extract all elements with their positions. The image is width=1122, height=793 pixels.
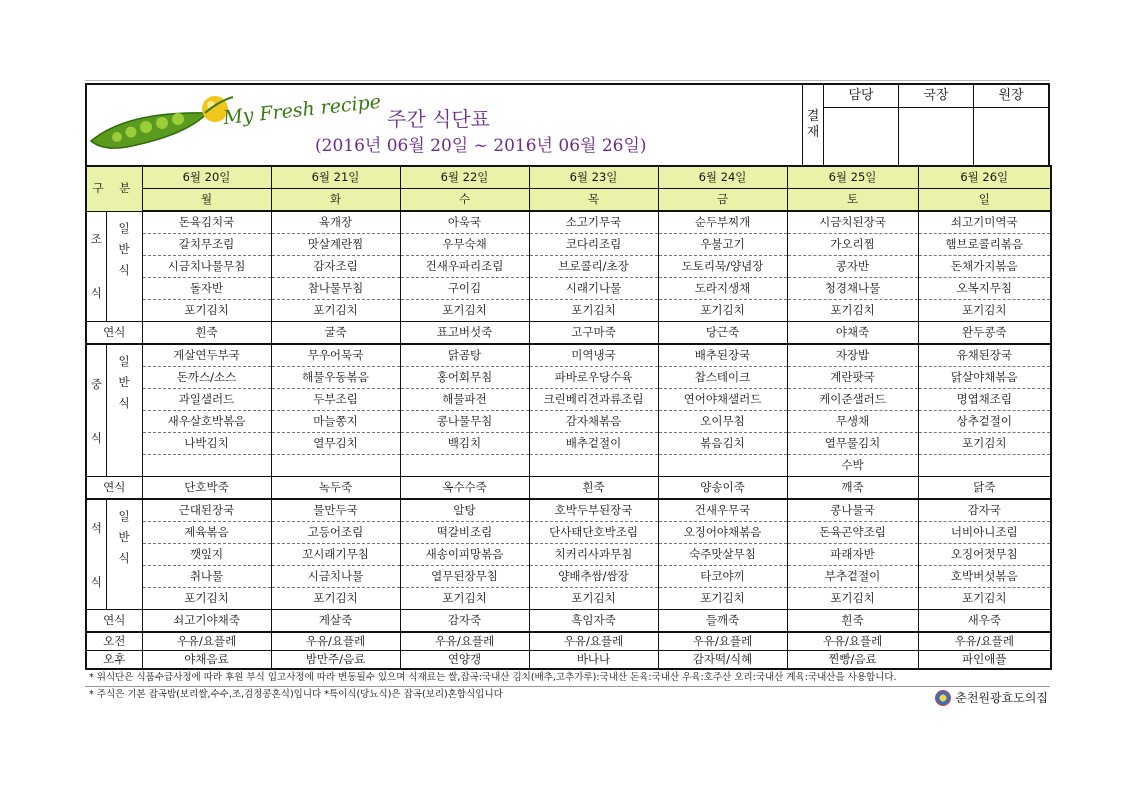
soft-diet-item: 양송이죽 bbox=[658, 477, 787, 500]
soft-diet-label: 연식 bbox=[86, 610, 142, 633]
day-date: 6월 20일 bbox=[142, 166, 271, 189]
menu-item: 열무된장무침 bbox=[400, 566, 529, 588]
approval-manager: 담당 bbox=[824, 85, 899, 165]
soft-diet-item: 당근죽 bbox=[658, 322, 787, 345]
menu-item: 부추겉절이 bbox=[787, 566, 918, 588]
menu-item: 포기김치 bbox=[529, 588, 658, 610]
menu-item: 포기김치 bbox=[271, 588, 400, 610]
day-date: 6월 23일 bbox=[529, 166, 658, 189]
menu-item: 단사태단호박조림 bbox=[529, 522, 658, 544]
menu-item bbox=[142, 455, 271, 477]
sheet-header bbox=[85, 83, 1050, 165]
menu-item: 오복지무침 bbox=[918, 278, 1051, 300]
soft-diet-item: 녹두죽 bbox=[271, 477, 400, 500]
menu-row bbox=[86, 433, 1051, 455]
menu-item: 볶음김치 bbox=[658, 433, 787, 455]
menu-item: 크린베리견과류조림 bbox=[529, 389, 658, 411]
lunch-general-label: 일 반 식 bbox=[106, 344, 142, 477]
menu-item: 홍어회무침 bbox=[400, 367, 529, 389]
menu-item: 명엽채조림 bbox=[918, 389, 1051, 411]
menu-item: 브로콜리/초장 bbox=[529, 256, 658, 278]
soft-diet-item: 흰죽 bbox=[787, 610, 918, 633]
menu-item: 무우어묵국 bbox=[271, 344, 400, 367]
menu-item bbox=[918, 455, 1051, 477]
soft-diet-item: 새우죽 bbox=[918, 610, 1051, 633]
menu-item: 타코야끼 bbox=[658, 566, 787, 588]
organization-logo-icon bbox=[935, 690, 951, 706]
menu-item: 오징어야채볶음 bbox=[658, 522, 787, 544]
soft-diet-label: 연식 bbox=[86, 477, 142, 500]
footer-note-2: * 주식은 기본 잡곡밥(보리쌀,수수,조,검정콩혼식)입니다 *특이식(당뇨식)은 잡곡(보리)혼합식입니다 bbox=[89, 689, 503, 700]
signature-cell[interactable] bbox=[899, 108, 973, 165]
snack_am-row bbox=[86, 632, 1051, 651]
soft-diet-item: 닭죽 bbox=[918, 477, 1051, 500]
menu-item: 콩나물국 bbox=[787, 499, 918, 522]
menu-sheet bbox=[85, 83, 1050, 711]
snack_am-label: 오전 bbox=[86, 632, 142, 651]
day-date: 6월 25일 bbox=[787, 166, 918, 189]
menu-item: 포기김치 bbox=[142, 588, 271, 610]
soft-diet-item: 감자죽 bbox=[400, 610, 529, 633]
dinner-label: 석 식 bbox=[86, 499, 106, 610]
snack-item: 파인애플 bbox=[918, 651, 1051, 670]
menu-item: 포기김치 bbox=[529, 300, 658, 322]
soft-diet-item: 흑임자죽 bbox=[529, 610, 658, 633]
menu-item: 돈채가지볶음 bbox=[918, 256, 1051, 278]
snack-item: 우유/요플레 bbox=[400, 632, 529, 651]
menu-item: 포기김치 bbox=[787, 588, 918, 610]
menu-item: 포기김치 bbox=[142, 300, 271, 322]
menu-item: 돈육곤약조림 bbox=[787, 522, 918, 544]
day-of-week: 수 bbox=[400, 189, 529, 212]
soft-diet-item: 쇠고기야채죽 bbox=[142, 610, 271, 633]
menu-item: 포기김치 bbox=[787, 300, 918, 322]
snack-item: 바나나 bbox=[529, 651, 658, 670]
menu-item: 코다리조림 bbox=[529, 234, 658, 256]
menu-item: 포기김치 bbox=[658, 588, 787, 610]
menu-item: 떡갈비조림 bbox=[400, 522, 529, 544]
menu-item: 포기김치 bbox=[271, 300, 400, 322]
menu-item: 물만두국 bbox=[271, 499, 400, 522]
menu-item: 숙주맛살무침 bbox=[658, 544, 787, 566]
page-title: 주간 식단표 bbox=[387, 107, 490, 131]
day-date: 6월 24일 bbox=[658, 166, 787, 189]
menu-item: 유채된장국 bbox=[918, 344, 1051, 367]
menu-item: 도토리묵/양념장 bbox=[658, 256, 787, 278]
soft-diet-item: 옥수수죽 bbox=[400, 477, 529, 500]
snack-item: 우유/요플레 bbox=[658, 632, 787, 651]
menu-item: 갈치무조림 bbox=[142, 234, 271, 256]
soft-diet-item: 표고버섯죽 bbox=[400, 322, 529, 345]
menu-item: 열무물김치 bbox=[787, 433, 918, 455]
menu-row bbox=[86, 278, 1051, 300]
menu-row bbox=[86, 367, 1051, 389]
menu-row bbox=[86, 522, 1051, 544]
menu-item: 치커리사과무침 bbox=[529, 544, 658, 566]
menu-item: 쇠고기미역국 bbox=[918, 211, 1051, 234]
brand-text: My Fresh recipe bbox=[222, 90, 382, 130]
day-of-week: 월 bbox=[142, 189, 271, 212]
breakfast-label: 조 식 bbox=[86, 211, 106, 322]
menu-item: 취나물 bbox=[142, 566, 271, 588]
day-of-week: 목 bbox=[529, 189, 658, 212]
menu-item: 시금치나물무침 bbox=[142, 256, 271, 278]
menu-item: 닭살야채볶음 bbox=[918, 367, 1051, 389]
soft-diet-item: 깨죽 bbox=[787, 477, 918, 500]
menu-item: 오이무침 bbox=[658, 411, 787, 433]
day-date: 6월 22일 bbox=[400, 166, 529, 189]
menu-item: 포기김치 bbox=[918, 433, 1051, 455]
approval-head: 원장 bbox=[974, 85, 1048, 165]
menu-item: 오징어젓무침 bbox=[918, 544, 1051, 566]
menu-item: 백김치 bbox=[400, 433, 529, 455]
menu-item: 햄브로콜리볶음 bbox=[918, 234, 1051, 256]
menu-row bbox=[86, 211, 1051, 234]
menu-item: 포기김치 bbox=[400, 300, 529, 322]
soft-diet-label: 연식 bbox=[86, 322, 142, 345]
signature-cell[interactable] bbox=[824, 108, 898, 165]
menu-item: 순두부찌개 bbox=[658, 211, 787, 234]
menu-item: 맛살계란찜 bbox=[271, 234, 400, 256]
approval-label: 결 재 bbox=[803, 85, 824, 165]
menu-item: 청경채나물 bbox=[787, 278, 918, 300]
menu-row bbox=[86, 234, 1051, 256]
snack-item: 감자떡/식혜 bbox=[658, 651, 787, 670]
menu-item: 우무숙채 bbox=[400, 234, 529, 256]
menu-item: 수박 bbox=[787, 455, 918, 477]
menu-item: 시금치된장국 bbox=[787, 211, 918, 234]
snack-item: 야채음료 bbox=[142, 651, 271, 670]
day-of-week: 일 bbox=[918, 189, 1051, 212]
menu-item: 콩나물무침 bbox=[400, 411, 529, 433]
menu-item: 감자국 bbox=[918, 499, 1051, 522]
menu-item: 돈육김치국 bbox=[142, 211, 271, 234]
menu-item: 마늘쫑지 bbox=[271, 411, 400, 433]
lunch-label: 중 식 bbox=[86, 344, 106, 477]
menu-item: 파래자반 bbox=[787, 544, 918, 566]
approval-director: 국장 bbox=[899, 85, 974, 165]
soft-diet-item: 흰죽 bbox=[529, 477, 658, 500]
menu-item: 참나물무침 bbox=[271, 278, 400, 300]
menu-item: 과일샐러드 bbox=[142, 389, 271, 411]
pea-pod-logo bbox=[87, 91, 237, 155]
snack-item: 우유/요플레 bbox=[529, 632, 658, 651]
menu-item: 무생채 bbox=[787, 411, 918, 433]
snack-item: 연양갱 bbox=[400, 651, 529, 670]
menu-row bbox=[86, 499, 1051, 522]
day-of-week: 금 bbox=[658, 189, 787, 212]
menu-item: 배추겉절이 bbox=[529, 433, 658, 455]
menu-item: 구이김 bbox=[400, 278, 529, 300]
organization-name: 춘천원광효도의집 bbox=[955, 691, 1048, 705]
menu-item: 가오리찜 bbox=[787, 234, 918, 256]
menu-item: 게살연두부국 bbox=[142, 344, 271, 367]
menu-item: 깻잎지 bbox=[142, 544, 271, 566]
snack-item: 우유/요플레 bbox=[787, 632, 918, 651]
menu-item: 도라지생채 bbox=[658, 278, 787, 300]
menu-item: 닭곰탕 bbox=[400, 344, 529, 367]
approval-box bbox=[802, 85, 1048, 165]
menu-item: 해물우동볶음 bbox=[271, 367, 400, 389]
menu-item: 돈까스/소스 bbox=[142, 367, 271, 389]
menu-row bbox=[86, 588, 1051, 610]
soft-diet-item: 완두콩죽 bbox=[918, 322, 1051, 345]
snack-item: 찐빵/음료 bbox=[787, 651, 918, 670]
organization bbox=[935, 689, 1048, 706]
snack_pm-label: 오후 bbox=[86, 651, 142, 670]
menu-item: 포기김치 bbox=[918, 300, 1051, 322]
menu-row bbox=[86, 344, 1051, 367]
menu-item: 알탕 bbox=[400, 499, 529, 522]
menu-item: 감자조림 bbox=[271, 256, 400, 278]
menu-item: 두부조림 bbox=[271, 389, 400, 411]
snack-item: 우유/요플레 bbox=[271, 632, 400, 651]
soft-diet-item: 게살죽 bbox=[271, 610, 400, 633]
menu-item: 우불고기 bbox=[658, 234, 787, 256]
day-date: 6월 26일 bbox=[918, 166, 1051, 189]
soft-diet-item: 들깨죽 bbox=[658, 610, 787, 633]
snack-item: 우유/요플레 bbox=[142, 632, 271, 651]
signature-cell[interactable] bbox=[974, 108, 1048, 165]
soft-diet-item: 야채죽 bbox=[787, 322, 918, 345]
day-of-week: 토 bbox=[787, 189, 918, 212]
snack_pm-row bbox=[86, 651, 1051, 670]
menu-item: 감자채볶음 bbox=[529, 411, 658, 433]
menu-item: 나박김치 bbox=[142, 433, 271, 455]
menu-row bbox=[86, 300, 1051, 322]
menu-item bbox=[529, 455, 658, 477]
gubun-label: 구 분 bbox=[86, 166, 142, 211]
snack-item: 밤만주/음료 bbox=[271, 651, 400, 670]
menu-row bbox=[86, 566, 1051, 588]
menu-item: 소고기무국 bbox=[529, 211, 658, 234]
menu-item: 연어야채샐러드 bbox=[658, 389, 787, 411]
soft-diet-item: 흰죽 bbox=[142, 322, 271, 345]
menu-item: 포기김치 bbox=[400, 588, 529, 610]
menu-item: 새송이피망볶음 bbox=[400, 544, 529, 566]
menu-item: 호박버섯볶음 bbox=[918, 566, 1051, 588]
menu-item: 고등어조림 bbox=[271, 522, 400, 544]
day-of-week: 화 bbox=[271, 189, 400, 212]
menu-item: 파바로우당수육 bbox=[529, 367, 658, 389]
menu-item: 자장밥 bbox=[787, 344, 918, 367]
menu-item: 시금치나물 bbox=[271, 566, 400, 588]
menu-item: 호박두부된장국 bbox=[529, 499, 658, 522]
menu-item: 새우살호박볶음 bbox=[142, 411, 271, 433]
menu-row bbox=[86, 256, 1051, 278]
menu-row bbox=[86, 455, 1051, 477]
menu-item: 포기김치 bbox=[918, 588, 1051, 610]
menu-item: 열무김치 bbox=[271, 433, 400, 455]
menu-item: 건새우무국 bbox=[658, 499, 787, 522]
menu-item: 너비아니조림 bbox=[918, 522, 1051, 544]
menu-item: 콩자반 bbox=[787, 256, 918, 278]
weekly-menu-table bbox=[85, 165, 1052, 670]
menu-item: 근대된장국 bbox=[142, 499, 271, 522]
menu-item: 케이준샐러드 bbox=[787, 389, 918, 411]
menu-item bbox=[400, 455, 529, 477]
menu-row bbox=[86, 411, 1051, 433]
menu-item: 양배추쌈/쌈장 bbox=[529, 566, 658, 588]
day-date: 6월 21일 bbox=[271, 166, 400, 189]
menu-item: 꼬시래기무침 bbox=[271, 544, 400, 566]
menu-item: 시래기나물 bbox=[529, 278, 658, 300]
menu-item: 아욱국 bbox=[400, 211, 529, 234]
menu-item: 찹스테이크 bbox=[658, 367, 787, 389]
menu-row bbox=[86, 544, 1051, 566]
menu-item: 포기김치 bbox=[658, 300, 787, 322]
dinner-general-label: 일 반 식 bbox=[106, 499, 142, 610]
soft-diet-item: 고구마죽 bbox=[529, 322, 658, 345]
breakfast-general-label: 일 반 식 bbox=[106, 211, 142, 322]
date-range: (2016년 06월 20일 ~ 2016년 06월 26일) bbox=[315, 136, 647, 156]
menu-item: 상추겉절이 bbox=[918, 411, 1051, 433]
snack-item: 우유/요플레 bbox=[918, 632, 1051, 651]
menu-item: 배추된장국 bbox=[658, 344, 787, 367]
menu-item: 제육볶음 bbox=[142, 522, 271, 544]
menu-item: 계란팟국 bbox=[787, 367, 918, 389]
menu-item: 육개장 bbox=[271, 211, 400, 234]
menu-item bbox=[271, 455, 400, 477]
menu-item: 건새우파리조림 bbox=[400, 256, 529, 278]
menu-item: 미역냉국 bbox=[529, 344, 658, 367]
soft-diet-item: 단호박죽 bbox=[142, 477, 271, 500]
menu-item: 돌자반 bbox=[142, 278, 271, 300]
menu-item bbox=[658, 455, 787, 477]
menu-item: 해물파전 bbox=[400, 389, 529, 411]
soft-diet-item: 굴죽 bbox=[271, 322, 400, 345]
menu-row bbox=[86, 389, 1051, 411]
footer-note-1: * 위식단은 식품수급사정에 따라 후원 부식 입고사정에 따라 변동될수 있으며 식재료는 쌀,잡곡:국내산 김치(배추,고추가루):국내산 돈육:국내산 우육:호주산 오리:국내산 계육:국내산을 사용합니다. bbox=[85, 670, 1050, 687]
